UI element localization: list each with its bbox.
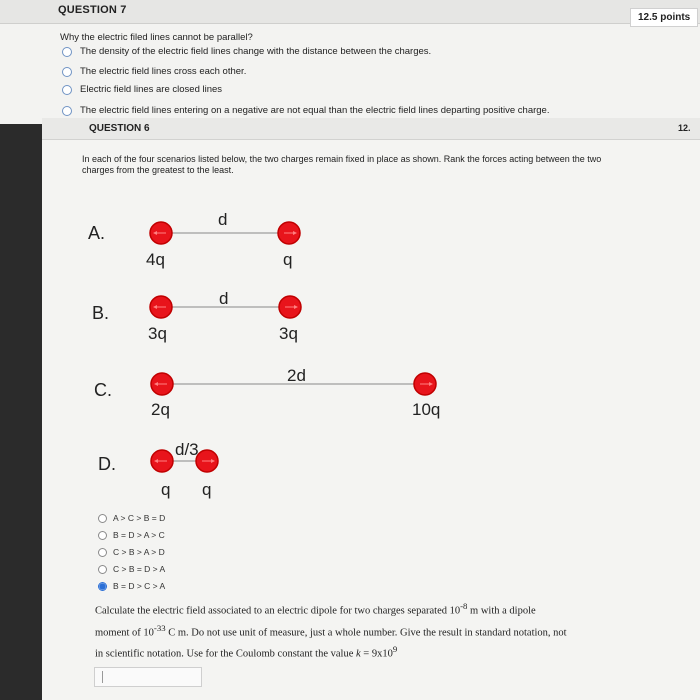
q6-option-label: B = D > A > C <box>113 530 165 540</box>
dipole-line-3 <box>95 641 635 663</box>
radio-button[interactable] <box>98 531 107 540</box>
answer-input[interactable] <box>94 667 202 687</box>
scenario-b-left-label: 3q <box>148 324 167 343</box>
text: moment of 10 <box>95 627 154 638</box>
scenario-a-distance-label: d <box>218 210 228 229</box>
q6-option-3[interactable] <box>98 547 165 557</box>
dipole-question-text <box>95 598 635 663</box>
q7-option-label: The electric field lines cross each other. <box>80 66 247 77</box>
radio-button[interactable] <box>62 47 72 57</box>
question-6-sheet <box>42 118 700 700</box>
coulomb-symbol: k <box>355 648 361 660</box>
scenario-a-letter: A. <box>88 223 106 243</box>
text: = 9x10 <box>360 648 393 660</box>
q6-option-2[interactable] <box>98 530 165 540</box>
exponent: 9 <box>392 644 398 654</box>
question-7-prompt: Why the electric filed lines cannot be parallel? <box>60 32 253 43</box>
exponent: -33 <box>153 622 166 633</box>
radio-button[interactable] <box>62 106 72 116</box>
q6-option-label: B = D > C > A <box>113 581 166 591</box>
scenario-c-left-label: 2q <box>151 400 170 419</box>
text-cursor <box>102 671 103 683</box>
radio-button-selected[interactable] <box>98 582 107 591</box>
question-7-title: QUESTION 7 <box>58 4 127 16</box>
q7-option-label: The electric field lines entering on a negative are not equal than the electric field lines departing positive charge. <box>80 105 550 116</box>
q7-option-2[interactable] <box>62 66 246 77</box>
scenario-b-distance-label: d <box>219 289 229 308</box>
question-7-points-badge: 12.5 points <box>630 8 698 27</box>
q7-option-1[interactable] <box>62 46 431 57</box>
q6-option-4[interactable] <box>98 564 165 574</box>
radio-button[interactable] <box>62 67 72 77</box>
scenario-b-letter: B. <box>92 303 110 323</box>
question-7-header <box>0 0 700 24</box>
q6-option-label: C > B = D > A <box>113 564 166 574</box>
scenario-c-letter: C. <box>94 380 112 400</box>
text: m with a dipole <box>467 605 536 617</box>
q7-option-4[interactable] <box>62 105 549 116</box>
q6-option-1[interactable] <box>98 513 165 523</box>
scenario-a-left-label: 4q <box>146 250 165 269</box>
q7-option-label: Electric field lines are closed lines <box>80 84 223 95</box>
scenario-c-distance-label: 2d <box>287 366 306 385</box>
question-6-points-badge: 12. <box>678 123 691 133</box>
scenario-c-right-label: 10q <box>412 400 441 419</box>
text: C m. Do not use unit of measure, just a whole number. Give the result in standard notation, not <box>165 627 567 638</box>
q6-option-5-selected[interactable] <box>98 581 165 591</box>
q6-option-label: C > B > A > D <box>113 547 165 557</box>
text: in scientific notation. Use for the Coulomb constant the value <box>95 648 356 660</box>
radio-button[interactable] <box>98 514 107 523</box>
question-7-panel <box>0 0 700 124</box>
q6-option-label: A > C > B = D <box>113 513 166 523</box>
scenario-d-left-label: q <box>161 480 171 499</box>
radio-button[interactable] <box>98 565 107 574</box>
scenario-b-right-label: 3q <box>279 324 298 343</box>
scenario-a-right-label: q <box>283 250 293 269</box>
question-6-prompt: In each of the four scenarios listed below, the two charges remain fixed in place as shown. Rank the forces acting between the two charges from the greatest to the least. <box>82 154 602 175</box>
text: Calculate the electric field associated to an electric dipole for two charges separated 10 <box>95 605 461 617</box>
scenario-d-distance-label: d/3 <box>175 440 199 459</box>
q7-option-3[interactable] <box>62 84 222 95</box>
scenario-d-letter: D. <box>98 454 116 474</box>
dipole-line-2 <box>95 620 635 642</box>
q7-option-label: The density of the electric field lines change with the distance between the charges. <box>80 46 432 57</box>
radio-button[interactable] <box>98 548 107 557</box>
dipole-line-1 <box>95 598 635 620</box>
scenario-d-right-label: q <box>202 480 212 499</box>
exponent: -8 <box>460 601 468 611</box>
radio-button[interactable] <box>62 85 72 95</box>
question-6-title: QUESTION 6 <box>89 123 150 134</box>
